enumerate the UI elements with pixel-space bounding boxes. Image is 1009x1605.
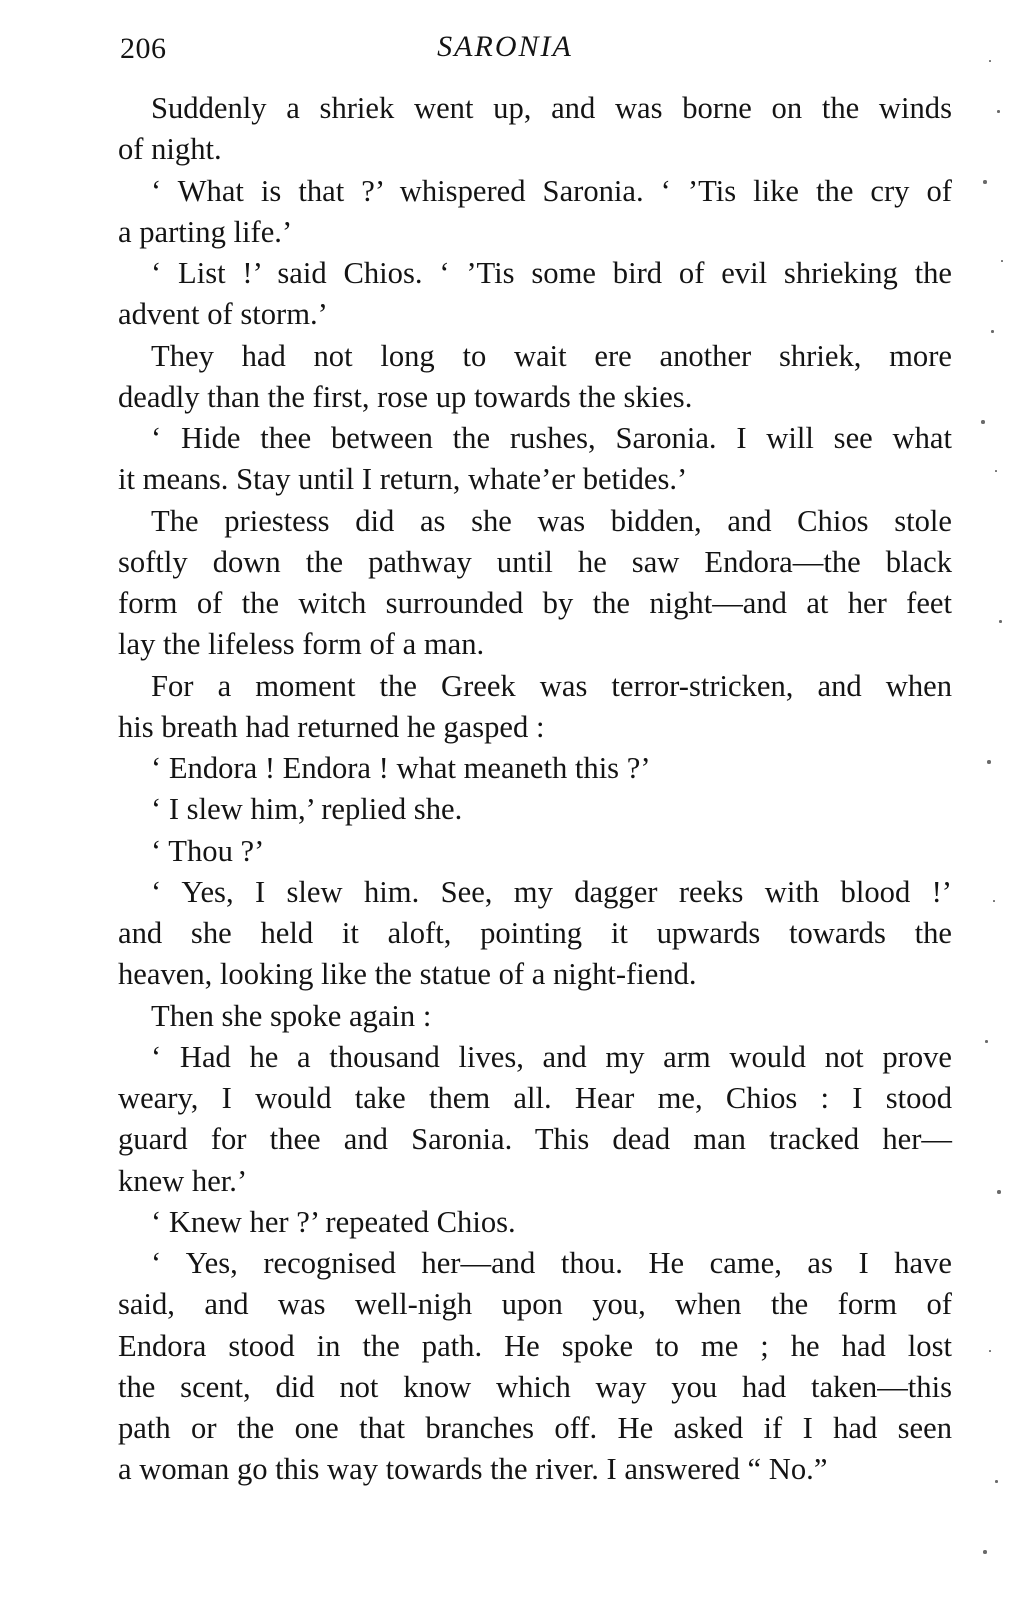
text-line: said, and was well-nigh upon you, when the form of [118, 1287, 952, 1322]
scan-speck [997, 1190, 1001, 1194]
text-line: a parting life.’ [118, 214, 293, 249]
paragraph [118, 418, 952, 501]
scan-speck [981, 420, 985, 424]
text-line: ‘ Endora ! Endora ! what meaneth this ?’ [151, 751, 651, 785]
paragraph [118, 831, 952, 872]
scan-speck [985, 1040, 988, 1043]
text-line: deadly than the first, rose up towards the skies. [118, 379, 693, 414]
text-line: ‘ Had he a thousand lives, and my arm would not prove [151, 1039, 952, 1074]
paragraph [118, 171, 952, 254]
paragraph [118, 501, 952, 666]
text-line: his breath had returned he gasped : [118, 709, 545, 744]
paragraph [118, 872, 952, 996]
scan-speck [989, 60, 991, 62]
scan-speck [995, 470, 997, 472]
page-header [120, 28, 950, 72]
running-head: SARONIA [437, 30, 573, 63]
text-line: and she held it aloft, pointing it upwards towards the [118, 916, 952, 950]
text-line: lay the lifeless form of a man. [118, 627, 485, 662]
scan-speck [999, 620, 1002, 623]
scan-speck [1001, 260, 1003, 262]
text-line: For a moment the Greek was terror-stricken, and when [151, 668, 952, 703]
text-line: ‘ Thou ?’ [151, 833, 265, 868]
paragraph [118, 1202, 952, 1243]
scan-speck [993, 900, 995, 902]
text-line: Suddenly a shriek went up, and was borne on the winds [151, 91, 952, 125]
text-line: knew her.’ [118, 1163, 248, 1198]
text-line: ‘ Yes, recognised her—and thou. He came, as I have [151, 1246, 952, 1280]
scan-edge-specks [969, 0, 1009, 1605]
paragraph [118, 748, 952, 789]
scan-speck [991, 330, 994, 333]
scan-speck [987, 760, 991, 764]
text-line: heaven, looking like the statue of a night-fiend. [118, 957, 697, 992]
text-line: advent of storm.’ [118, 297, 328, 332]
paragraph [118, 996, 952, 1037]
text-line: ‘ What is that ?’ whispered Saronia. ‘ ’Tis like the cry of [151, 173, 952, 208]
body-text [118, 88, 952, 1491]
text-line: of night. [118, 132, 222, 167]
page-number: 206 [120, 32, 167, 65]
scan-speck [983, 1550, 987, 1554]
text-line: ‘ I slew him,’ replied she. [151, 792, 463, 827]
text-line: Endora stood in the path. He spoke to me ; he had lost [118, 1328, 952, 1363]
paragraph [118, 666, 952, 749]
text-line: ‘ Yes, I slew him. See, my dagger reeks with blood !’ [151, 874, 952, 909]
paragraph [118, 88, 952, 171]
text-line: it means. Stay until I return, whate’er betides.’ [118, 462, 688, 497]
text-line: ‘ Hide thee between the rushes, Saronia. I will see what [151, 421, 952, 455]
text-line: The priestess did as she was bidden, and Chios stole [151, 503, 952, 538]
text-line: Then she spoke again : [151, 998, 432, 1033]
text-line: path or the one that branches off. He asked if I had seen [118, 1411, 952, 1445]
text-line: the scent, did not know which way you had taken—this [118, 1369, 952, 1404]
text-line: weary, I would take them all. Hear me, Chios : I stood [118, 1081, 952, 1115]
scan-speck [983, 180, 987, 184]
paragraph [118, 1037, 952, 1202]
paragraph [118, 789, 952, 830]
paragraph [118, 336, 952, 419]
scan-speck [995, 1480, 998, 1483]
paragraph [118, 1243, 952, 1491]
paragraph [118, 253, 952, 336]
scan-speck [989, 1350, 991, 1352]
text-line: form of the witch surrounded by the night—and at her feet [118, 586, 952, 620]
scan-speck [997, 110, 1000, 113]
text-line: They had not long to wait ere another shriek, more [151, 338, 952, 373]
text-line: guard for thee and Saronia. This dead man tracked her— [118, 1122, 952, 1157]
text-line: ‘ Knew her ?’ repeated Chios. [151, 1204, 516, 1239]
text-line: ‘ List !’ said Chios. ‘ ’Tis some bird of evil shrieking the [151, 256, 952, 290]
text-line: a woman go this way towards the river. I answered “ No.” [118, 1452, 828, 1487]
text-line: softly down the pathway until he saw Endora—the black [118, 544, 952, 579]
